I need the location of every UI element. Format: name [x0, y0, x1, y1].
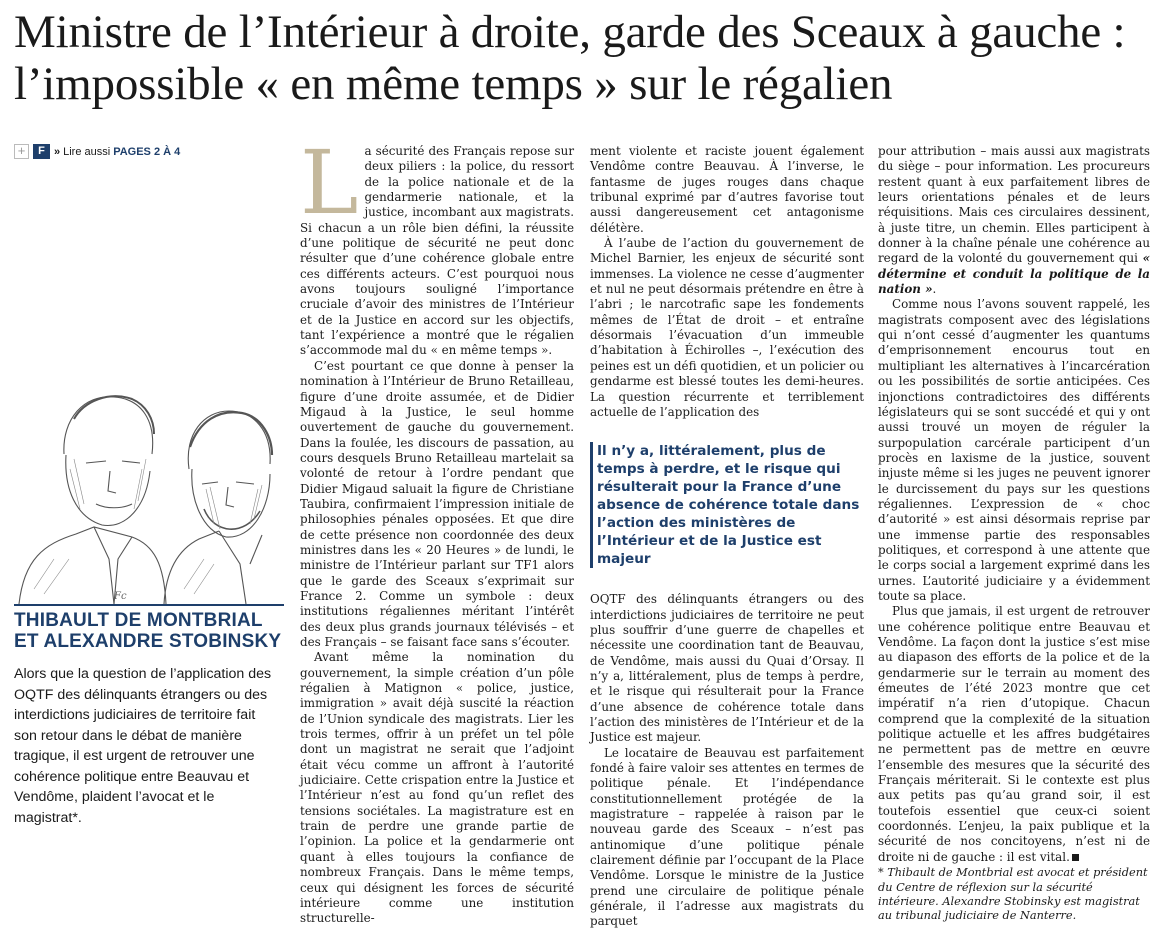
- figaro-logo-icon: F: [33, 144, 50, 159]
- article-column-1: [300, 131, 574, 927]
- article-summary: Alors que la question de l’application des OQTF des délinquants étrangers ou des interdictions judiciaires de territoire fait son retour dans le débat de manière tragique, il est urgent de retrouver une cohérence politique entre Beauvau et Vendôme, plaident l’avocat et le magistrat*.: [14, 666, 272, 826]
- inline-quote: « détermine et conduit la politique de la nation »: [878, 251, 1150, 297]
- plus-icon[interactable]: +: [14, 144, 29, 159]
- arrows-icon: »: [54, 145, 61, 158]
- paragraph: Comme nous l’avons souvent rappelé, les magistrats composent avec des législations qui n’ont cessé d’augmenter les quantums d’emprisonnement encourus tout en multipliant les alternatives à l’incarcération ou les possibilités de sortie anticipées. Ces injonctions contradictoires des différents législateurs qui se sont succédé et qui y ont aussi trouvé un moyen de réguler la surpopulation carcérale participent d’un procès en laxisme de la justice, souvent injuste même si les juges ne peuvent ignorer le durcissement du pays sur les questions régaliennes. L’expression de « choc d’autorité » est ainsi désormais reprise par une immense partie des responsables politiques, et correspond à une attente que le corps social a largement exprimé dans les urnes. L’autorité judiciaire y a évidemment toute sa place.: [878, 297, 1150, 603]
- paragraph: Plus que jamais, il est urgent de retrouver une cohérence politique entre Beauvau et Vendôme. La façon dont la justice s’est mise au diapason des efforts de la police et de la gendarmerie sur le terrain au moment des émeutes de l’été 2023 montre que cet impératif n’a rien d’utopique. Chacun comprend que la complexité de la situation politique actuelle et les affres budgétaires ne permettent pas de mettre en œuvre l’ensemble des mesures que la sécurité des Français mériterait. Si le contexte est plus aux petits pas qu’au grand soir, il est toutefois essentiel que ceux-ci soient coordonnés. L’enjeu, la paix publique et la sécurité de nos concitoyens, n’est ni de droite ni de gauche : il est vital.: [878, 604, 1150, 864]
- article-column-2: [590, 144, 864, 930]
- paragraph: La sécurité des Français repose sur deux piliers : la police, du ressort de la police nationale et de la gendarmerie nationale, et la justice, incombant aux magistrats. Si chacun a un rôle bien défini, la réussite d’une politique de sécurité ne peut donc résulter que d’une cohérence globale entre ces différents acteurs. C’est pourquoi nous avons toujours souligné l’importance cruciale d’avoir des ministres de l’Intérieur et de la Justice en accord sur les objectifs, tant l’expérience a montré que le régalien s’accommode mal du « en même temps ».: [300, 131, 574, 358]
- authors-portrait-illustration: [14, 359, 284, 604]
- author-footnote: * Thibault de Montbrial est avocat et président du Centre de réflexion sur la sécurité intérieure. Alexandre Stobinsky est magistrat au tribunal judiciaire de Nanterre.: [878, 866, 1148, 923]
- lire-aussi-link[interactable]: [14, 144, 284, 159]
- sidebar: [14, 143, 284, 826]
- headline: [14, 6, 1164, 110]
- authors-byline: [14, 604, 284, 652]
- illustration-signature: Fc: [114, 591, 127, 602]
- paragraph: Avant même la nomination du gouvernement, la simple création d’un pôle régalien à Matignon « police, justice, immigration » avait déjà suscité la réaction de l’Union syndicale des magistrats. Lier les trois termes, offrir à un préfet un tel pôle dont un magistrat ne serait que l’adjoint était vécu comme un affront à l’autorité judiciaire. Cette crispation entre la Justice et l’Intérieur n’est au fond qu’un reflet des tensions sociétales. La magistrature est en train de perdre une grande partie de l’opinion. La police et la gendarmerie ont quant à elles toujours la confiance de nombreux Français. Dans le même temps, ceux qui désignent les forces de sécurité intérieure comme une institution structurelle-: [300, 650, 574, 926]
- paragraph: pour attribution – mais aussi aux magistrats du siège – pour information. Les procureurs restent quant à eux parfaitement libres de leurs orientations pénales et de leurs réquisitions. Mais ces circulaires dessinent, à juste titre, un chemin. Elles participent à donner à la chaîne pénale une cohérence au regard de la volonté du gouvernement qui « détermine et conduit la politique de la nation ».: [878, 144, 1150, 297]
- paragraph: À l’aube de l’action du gouvernement de Michel Barnier, les enjeux de sécurité sont immenses. La violence ne cesse d’augmenter et nul ne peut désormais prétendre en être à l’abri ; le narcotrafic sape les fondements mêmes de l’État de droit – et entraîne désormais l’évacuation d’un immeuble d’habitation à Échirolles –, l’exécution des peines est un défi quotidien, et un policier ou gendarme est blessé toutes les demi-heures. La question récurrente et terriblement actuelle de l’application des: [590, 236, 864, 419]
- headline-line-2: l’impossible « en même temps » sur le régalien: [14, 58, 893, 110]
- paragraph: Le locataire de Beauvau est parfaitement fondé à faire valoir ses attentes en termes de politique pénale. Et l’indépendance constitutionnellement protégée de la magistrature – rappelée à raison par le nouveau garde des Sceaux – n’est pas antinomique d’une politique pénale clairement définie par l’occupant de la Place Vendôme. Lorsque le ministre de la Justice prend une circulaire de politique pénale générale, il l’adresse aux magistrats du parquet: [590, 745, 864, 929]
- headline-line-1: Ministre de l’Intérieur à droite, garde des Sceaux à gauche :: [14, 6, 1126, 58]
- article-column-3: [878, 144, 1150, 924]
- paragraph: ment violente et raciste jouent également Vendôme contre Beauvau. À l’inverse, le fantasme de juges rouges dans chaque tribunal exprimé par d’autres favorise tout aussi dangereusement cet antagonisme délétère.: [590, 144, 864, 235]
- drop-cap: L: [300, 131, 359, 234]
- lire-aussi-label: Lire aussi: [63, 145, 111, 158]
- end-mark-icon: [1072, 854, 1079, 861]
- lire-aussi-pages[interactable]: PAGES 2 À 4: [113, 145, 181, 158]
- author-line-2: ET ALEXANDRE STOBINSKY: [14, 631, 282, 652]
- paragraph: OQTF des délinquants étrangers ou des interdictions judiciaires de territoire ne peut plus souffrir d’une guerre de chapelles et nécessite une coordination tant de Beauvau, de Vendôme, mais aussi du Quai d’Orsay. Il n’y a, littéralement, plus de temps à perdre, et le risque qui résulterait pour la France d’une absence de cohérence totale dans l’action des ministères de l’Intérieur et de la Justice est majeur.: [590, 592, 864, 745]
- author-line-1: THIBAULT DE MONTBRIAL: [14, 610, 263, 631]
- pull-quote: Il n’y a, littéralement, plus de temps à perdre, et le risque qui résulterait pour la France d’une absence de cohérence totale dans l’action des ministères de l’Intérieur et de la Justice est majeur: [590, 442, 864, 568]
- paragraph: C’est pourtant ce que donne à penser la nomination à l’Intérieur de Bruno Retailleau, figure d’une droite assumée, et de Didier Migaud à la Justice, le seul homme ouvertement de gauche du gouvernement. Dans la foulée, les discours de passation, au cours desquels Bruno Retailleau martelait sa volonté de retour à l’ordre pendant que Didier Migaud saluait la figure de Christiane Taubira, confirmaient l’impression initiale de philosophies pénales opposées. Et que dire de cette présence non coordonnée des deux ministres dans les « 20 Heures » de lundi, le ministre de l’Intérieur parlant sur TF1 alors que le garde des Sceaux s’exprimait sur France 2. Comme un symbole : deux institutions régaliennes méritant l’intérêt des deux plus grands journaux télévisés – et des Français – se faisant face sans s’écouter.: [300, 358, 574, 649]
